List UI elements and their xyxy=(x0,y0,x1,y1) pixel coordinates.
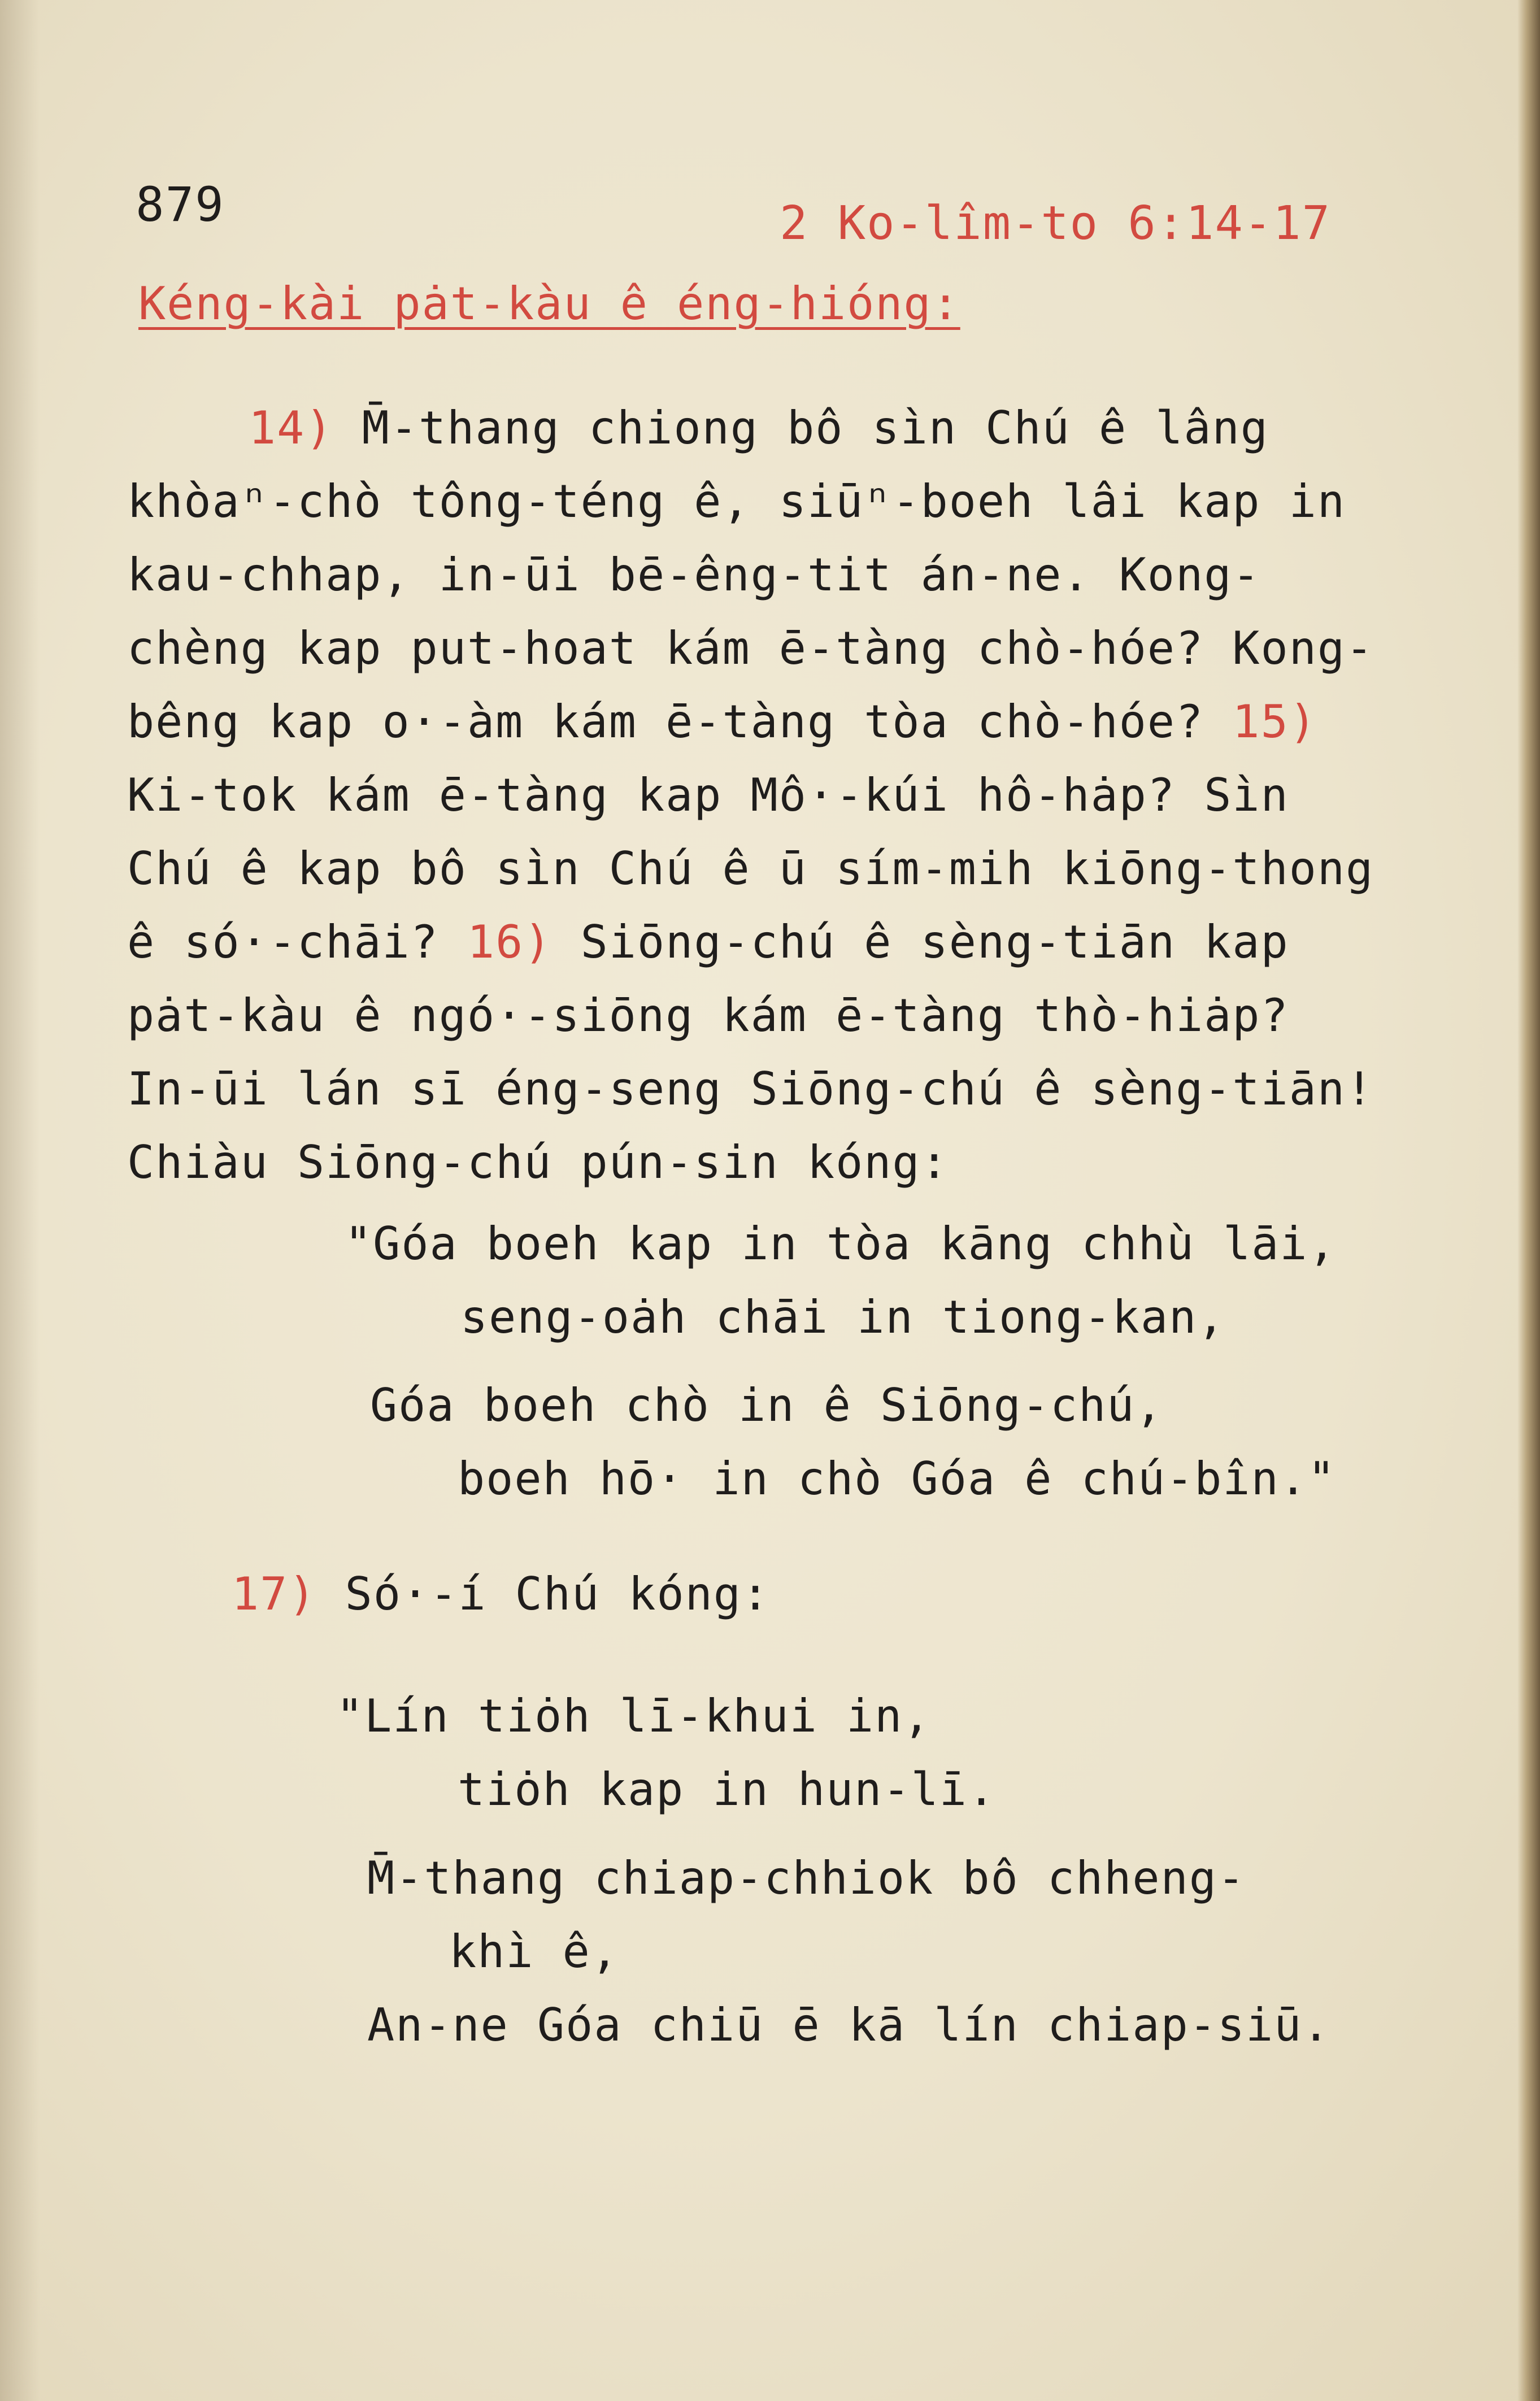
paragraph-text: Siōng-chú ê sèng-tiān kap xyxy=(580,916,1289,968)
poem-line: "Lín tiȯh lī-khui in, xyxy=(336,1690,932,1742)
spine-shadow xyxy=(0,0,40,2401)
poem-line: M̄-thang chiap-chhiok bô chheng- xyxy=(367,1852,1246,1904)
paragraph-line-5 xyxy=(127,695,1317,748)
verse-number-14: 14) xyxy=(249,402,334,454)
paragraph-text: Só·-í Chú kóng: xyxy=(345,1568,771,1620)
paragraph-text: M̄-thang chiong bô sìn Chú ê lâng xyxy=(362,402,1269,454)
poem-line: tiȯh kap in hun-lī. xyxy=(458,1763,997,1816)
paragraph-line-8 xyxy=(127,916,1289,968)
verse-number-17: 17) xyxy=(232,1568,317,1620)
page-edge xyxy=(1517,0,1540,2401)
paragraph-line-6: Ki-tok kám ē-tàng kap Mô·-kúi hô-hȧp? Sìn xyxy=(127,769,1289,821)
paragraph-line-3: kau-chhap, in-ūi bē-êng-tit án-ne. Kong- xyxy=(127,549,1261,601)
verse-number-15: 15) xyxy=(1232,695,1317,748)
section-heading: Kéng-kài pȧt-kàu ê éng-hióng: xyxy=(138,277,960,330)
running-head: 2 Ko-lîm-to 6:14-17 xyxy=(780,197,1331,250)
paragraph-line-10: In-ūi lán sī éng-seng Siōng-chú ê sèng-tiān! xyxy=(127,1063,1374,1115)
paragraph-line-1 xyxy=(249,402,1269,454)
page-number: 879 xyxy=(136,177,225,232)
paragraph-line-9: pȧt-kàu ê ngó·-siōng kám ē-tàng thò-hiȧp? xyxy=(127,989,1289,1042)
poem-line: "Góa boeh kap in tòa kāng chhù lāi, xyxy=(345,1217,1337,1270)
poem-line: An-ne Góa chiū ē kā lín chiap-siū. xyxy=(367,1999,1331,2051)
verse-number-16: 16) xyxy=(467,916,553,968)
poem-line: Góa boeh chò in ê Siōng-chú, xyxy=(370,1379,1164,1432)
paragraph-text: bêng kap o·-àm kám ē-tàng tòa chò-hóe? xyxy=(127,695,1204,748)
poem-line: seng-oȧh chāi in tiong-kan, xyxy=(460,1291,1226,1343)
poem-line: khì ê, xyxy=(449,1925,619,1978)
paragraph-text: ê só·-chāi? xyxy=(127,916,439,968)
paragraph-line-7: Chú ê kap bô sìn Chú ê ū sím-mih kiōng-thong xyxy=(127,842,1374,895)
poem-line: boeh hō· in chò Góa ê chú-bîn." xyxy=(458,1452,1337,1505)
paragraph-line-4: chèng kap put-hoat kám ē-tàng chò-hóe? Kong- xyxy=(127,622,1374,675)
verse-17-line xyxy=(232,1568,771,1620)
paragraph-line-2: khòaⁿ-chò tông-téng ê, siūⁿ-boeh lâi kap in xyxy=(127,475,1346,528)
paragraph-line-11: Chiàu Siōng-chú pún-sin kóng: xyxy=(127,1136,949,1189)
